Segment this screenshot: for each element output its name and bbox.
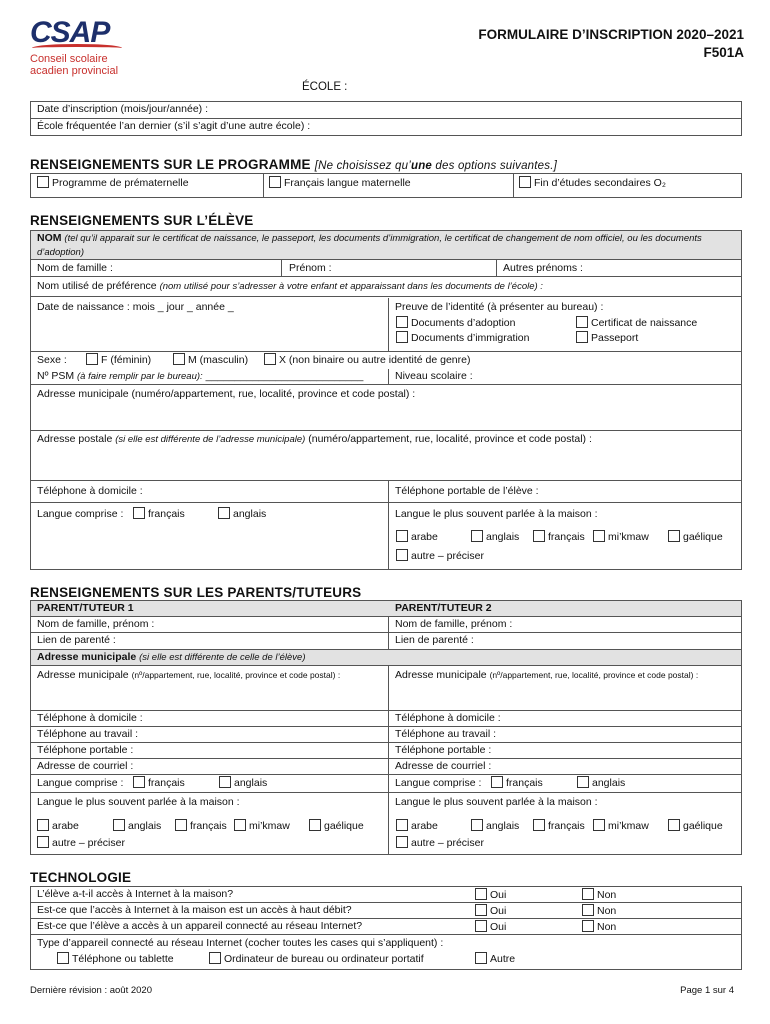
p2-maison-arabe[interactable]: [396, 819, 438, 834]
p2-nom-prenom[interactable]: Nom de famille, prénom :: [395, 618, 513, 630]
tech-q3-row: [31, 919, 741, 935]
p2-tel-portable[interactable]: Téléphone portable :: [395, 744, 492, 756]
parents-heading: RENSEIGNEMENTS SUR LES PARENTS/TUTEURS: [30, 585, 362, 600]
form-code: F501A: [703, 45, 744, 60]
inscription-box: [30, 101, 742, 136]
tech-q2-non[interactable]: [582, 904, 616, 919]
p2-langue-maison-label: Langue le plus souvent parlée à la maison :: [395, 796, 598, 808]
checkbox[interactable]: [396, 819, 408, 831]
checkbox[interactable]: [396, 836, 408, 848]
sexe-f[interactable]: [86, 353, 151, 368]
adresse-label: Adresse municipale: [395, 669, 487, 681]
nom-header: [31, 231, 741, 260]
checkbox[interactable]: [576, 316, 588, 328]
option-prematernelle[interactable]: [37, 176, 189, 191]
programme-heading-text: RENSEIGNEMENTS SUR LE PROGRAMME: [30, 157, 311, 172]
option-label: français: [506, 777, 543, 789]
divider: [281, 260, 282, 276]
divider: [263, 174, 264, 197]
niveau-field[interactable]: Niveau scolaire :: [395, 370, 473, 382]
p1-lien[interactable]: Lien de parenté :: [37, 634, 116, 646]
tel-domicile-field[interactable]: Téléphone à domicile :: [37, 485, 143, 497]
ecole-frequentee-field[interactable]: [31, 119, 741, 135]
appareil-telephone[interactable]: [57, 952, 174, 967]
checkbox[interactable]: [264, 353, 276, 365]
ecole-label: ÉCOLE :: [302, 81, 348, 93]
checkbox[interactable]: [533, 819, 545, 831]
p1-langue-maison-label: Langue le plus souvent parlée à la maison :: [37, 796, 240, 808]
checkbox[interactable]: [582, 904, 594, 916]
page-number: Page 1 sur 4: [680, 985, 734, 996]
checkbox[interactable]: [396, 331, 408, 343]
option-label: Certificat de naissance: [591, 317, 698, 329]
p1-tel-domicile[interactable]: Téléphone à domicile :: [37, 712, 143, 724]
option-fin-etudes[interactable]: [519, 176, 666, 191]
p2-tel-travail[interactable]: Téléphone au travail :: [395, 728, 496, 740]
technologie-box: [30, 886, 742, 970]
checkbox[interactable]: [475, 904, 487, 916]
option-label: Non: [597, 889, 617, 901]
p2-lien[interactable]: Lien de parenté :: [395, 634, 474, 646]
option-label: Oui: [490, 921, 507, 933]
checkbox[interactable]: [173, 353, 185, 365]
sexe-label: Sexe :: [37, 354, 67, 366]
tel-portable-field[interactable]: Téléphone portable de l’élève :: [395, 485, 539, 497]
tech-q1-non[interactable]: [582, 888, 616, 903]
langue-comprise-row: [31, 775, 741, 793]
tech-q1-row: [31, 887, 741, 903]
p1-maison-autre[interactable]: [37, 836, 125, 851]
option-label: gaélique: [683, 820, 723, 832]
checkbox[interactable]: [582, 888, 594, 900]
p1-maison-anglais[interactable]: [113, 819, 161, 834]
courriel-row: [31, 759, 741, 775]
option-label: gaélique: [324, 820, 364, 832]
option-label: anglais: [233, 508, 267, 520]
option-label: Oui: [490, 889, 507, 901]
adresse-head-label: Adresse municipale: [37, 651, 137, 663]
tech-q3-label: Est-ce que l’élève a accès à un appareil connecté au réseau Internet?: [37, 920, 363, 932]
sexe-row: [31, 353, 741, 369]
checkbox[interactable]: [491, 776, 503, 788]
checkbox[interactable]: [668, 819, 680, 831]
p2-tel-domicile[interactable]: Téléphone à domicile :: [395, 712, 501, 724]
logo-sub1: Conseil scolaire: [30, 53, 108, 65]
adresse-label: Adresse municipale: [37, 669, 129, 681]
technologie-heading: TECHNOLOGIE: [30, 870, 132, 885]
psm-row: [31, 369, 741, 385]
checkbox[interactable]: [133, 507, 145, 519]
option-label: arabe: [411, 820, 438, 832]
option-label: autre – préciser: [411, 837, 484, 849]
form-title: FORMULAIRE D’INSCRIPTION 2020–2021: [478, 27, 744, 42]
checkbox[interactable]: [475, 920, 487, 932]
logo-swoosh: [32, 44, 122, 52]
checkbox[interactable]: [396, 549, 408, 561]
eleve-box: [30, 230, 742, 570]
p2-langue-francais[interactable]: [491, 776, 543, 791]
adresse-note: (nº/appartement, rue, localité, province et code postal) :: [131, 670, 341, 680]
option-label: français: [548, 820, 585, 832]
maison-mikmaw[interactable]: [593, 530, 649, 545]
tel-domicile-row: [31, 711, 741, 727]
p2-courriel[interactable]: Adresse de courriel :: [395, 760, 492, 772]
p2-maison-gaelique[interactable]: [668, 819, 723, 834]
parents-header-row: [31, 601, 741, 617]
option-label: gaélique: [683, 531, 723, 543]
tech-q1-oui[interactable]: [475, 888, 506, 903]
date-inscription-field[interactable]: [31, 102, 741, 119]
sexe-x[interactable]: [264, 353, 470, 368]
checkbox[interactable]: [37, 176, 49, 188]
eleve-heading: RENSEIGNEMENTS SUR L’ÉLÈVE: [30, 213, 254, 228]
adresse-postale-field[interactable]: [31, 431, 741, 481]
nom-prenom-row: [31, 617, 741, 633]
programme-note-bold: une: [410, 160, 433, 172]
programme-box: [30, 173, 742, 198]
option-label: mi’kmaw: [608, 820, 649, 832]
p2-maison-autre[interactable]: [396, 836, 484, 851]
p2-langue-comprise-label: Langue comprise :: [395, 777, 482, 789]
option-label: mi’kmaw: [608, 531, 649, 543]
preuve-immigration[interactable]: [396, 331, 529, 346]
parent1-heading: PARENT/TUTEUR 1: [37, 602, 134, 614]
option-label: Fin d’études secondaires O₂: [534, 177, 666, 189]
checkbox[interactable]: [37, 836, 49, 848]
sexe-m[interactable]: [173, 353, 248, 368]
maison-autre[interactable]: [396, 549, 484, 564]
revision-date: Dernière révision : août 2020: [30, 985, 152, 996]
date-naissance-field[interactable]: Date de naissance : mois _ jour _ année _: [37, 301, 234, 313]
option-label: anglais: [234, 777, 268, 789]
tech-q2-label: Est-ce que l’accès à Internet à la maison est un accès à haut débit?: [37, 904, 352, 916]
option-label: Programme de prématernelle: [52, 177, 189, 189]
checkbox[interactable]: [57, 952, 69, 964]
maison-francais[interactable]: [533, 530, 585, 545]
nom-preference-field[interactable]: [31, 279, 741, 297]
checkbox[interactable]: [471, 530, 483, 542]
programme-note-pre: [Ne choisissez qu’: [314, 160, 411, 172]
checkbox[interactable]: [133, 776, 145, 788]
tel-portable-row: [31, 743, 741, 759]
nom-note: (tel qu’il apparait sur le certificat de naissance, le passeport, les documents d’immigration, le certificat de changement de nom officiel, ou les documents d’adoption): [37, 233, 702, 258]
option-label: anglais: [486, 820, 520, 832]
adresse-postale-rest: (numéro/appartement, rue, localité, province et code postal) :: [308, 433, 592, 445]
checkbox[interactable]: [396, 316, 408, 328]
option-label: français: [148, 777, 185, 789]
naissance-row: [31, 298, 741, 352]
option-label: autre – préciser: [52, 837, 125, 849]
option-label: français: [548, 531, 585, 543]
checkbox[interactable]: [175, 819, 187, 831]
nom-label: NOM: [37, 232, 62, 244]
langue-maison-row: [31, 793, 741, 854]
tech-q3-oui[interactable]: [475, 920, 506, 935]
p2-maison-francais[interactable]: [533, 819, 585, 834]
tech-q2-row: [31, 903, 741, 919]
option-label: anglais: [592, 777, 626, 789]
adresse-note: (nº/appartement, rue, localité, province et code postal) :: [489, 670, 699, 680]
option-label: mi’kmaw: [249, 820, 290, 832]
langue-maison-label: Langue le plus souvent parlée à la maison :: [395, 508, 598, 520]
preuve-passeport[interactable]: [576, 331, 638, 346]
preuve-label: Preuve de l’identité (à présenter au bureau) :: [395, 301, 604, 313]
option-label: Téléphone ou tablette: [72, 953, 174, 965]
telephone-row: [31, 481, 741, 503]
option-label: Français langue maternelle: [284, 177, 411, 189]
p1-maison-arabe[interactable]: [37, 819, 79, 834]
checkbox[interactable]: [209, 952, 221, 964]
checkbox[interactable]: [582, 920, 594, 932]
option-label: arabe: [52, 820, 79, 832]
checkbox[interactable]: [519, 176, 531, 188]
p2-langue-anglais[interactable]: [577, 776, 625, 791]
autres-prenoms-field[interactable]: Autres prénoms :: [503, 262, 583, 274]
maison-anglais[interactable]: [471, 530, 519, 545]
adresse-row: [31, 666, 741, 711]
option-label: anglais: [128, 820, 162, 832]
p1-maison-mikmaw[interactable]: [234, 819, 290, 834]
csap-logo: [30, 18, 140, 88]
checkbox[interactable]: [218, 507, 230, 519]
nom-pref-label: Nom utilisé de préférence: [37, 280, 157, 292]
checkbox[interactable]: [475, 888, 487, 900]
option-label: M (masculin): [188, 354, 249, 366]
option-label: anglais: [486, 531, 520, 543]
tech-q2-oui[interactable]: [475, 904, 506, 919]
checkbox[interactable]: [577, 776, 589, 788]
option-label: Non: [597, 921, 617, 933]
langue-francais[interactable]: [133, 507, 185, 522]
logo-sub2: acadien provincial: [30, 65, 119, 77]
checkbox[interactable]: [396, 530, 408, 542]
prenom-field[interactable]: Prénom :: [289, 262, 332, 274]
programme-note-post: des options suivantes.]: [432, 160, 557, 172]
checkbox[interactable]: [593, 530, 605, 542]
maison-gaelique[interactable]: [668, 530, 723, 545]
appareil-autre[interactable]: [475, 952, 515, 967]
option-label: Documents d’adoption: [411, 317, 516, 329]
checkbox[interactable]: [475, 952, 487, 964]
psm-field[interactable]: [31, 369, 369, 385]
tech-q1-label: L’élève a-t-il accès à Internet à la maison?: [37, 888, 234, 900]
checkbox[interactable]: [593, 819, 605, 831]
langue-comprise-label: Langue comprise :: [37, 508, 124, 520]
lien-row: [31, 633, 741, 650]
logo-text: CSAP: [30, 16, 110, 49]
tech-q3-non[interactable]: [582, 920, 616, 935]
programme-heading: [30, 156, 557, 174]
p1-maison-francais[interactable]: [175, 819, 227, 834]
appareil-ordinateur[interactable]: [209, 952, 424, 967]
psm-note: (à faire remplir par le bureau):: [77, 371, 203, 382]
option-label: Autre: [490, 953, 516, 965]
option-label: français: [190, 820, 227, 832]
form-title-block: [478, 26, 744, 62]
p1-maison-gaelique[interactable]: [309, 819, 364, 834]
psm-line: ___________________________: [205, 370, 364, 382]
maison-arabe[interactable]: [396, 530, 438, 545]
option-label: X (non binaire ou autre identité de genre): [279, 354, 471, 366]
checkbox[interactable]: [37, 819, 49, 831]
p1-langue-comprise-label: Langue comprise :: [37, 777, 124, 789]
tel-travail-row: [31, 727, 741, 743]
option-label: Passeport: [591, 332, 639, 344]
nom-famille-field[interactable]: Nom de famille :: [37, 262, 113, 274]
option-label: Non: [597, 905, 617, 917]
adresse-postale-label: Adresse postale: [37, 433, 113, 445]
preuve-adoption[interactable]: [396, 316, 515, 331]
p2-maison-anglais[interactable]: [471, 819, 519, 834]
p1-tel-travail[interactable]: Téléphone au travail :: [37, 728, 138, 740]
programme-note: [315, 160, 557, 172]
option-label: français: [148, 508, 185, 520]
p1-langue-anglais[interactable]: [219, 776, 267, 791]
divider: [513, 174, 514, 197]
checkbox[interactable]: [309, 819, 321, 831]
nom-row: [31, 260, 741, 277]
ecole-frequentee-label: École fréquentée l’an dernier (s’il s’agit d’une autre école) :: [37, 119, 311, 132]
option-label: arabe: [411, 531, 438, 543]
adresse-head-note: (si elle est différente de celle de l’élève): [139, 652, 306, 663]
checkbox[interactable]: [113, 819, 125, 831]
checkbox[interactable]: [86, 353, 98, 365]
checkbox[interactable]: [471, 819, 483, 831]
p1-courriel[interactable]: Adresse de courriel :: [37, 760, 134, 772]
option-label: Ordinateur de bureau ou ordinateur portatif: [224, 953, 424, 965]
date-inscription-label: Date d’inscription (mois/jour/année) :: [37, 103, 208, 115]
nom-pref-note: (nom utilisé pour s’adresser à votre enfant et apparaissant dans les documents de l’école) :: [159, 281, 543, 292]
option-label: Oui: [490, 905, 507, 917]
checkbox[interactable]: [234, 819, 246, 831]
langue-anglais[interactable]: [218, 507, 266, 522]
checkbox[interactable]: [668, 530, 680, 542]
checkbox[interactable]: [576, 331, 588, 343]
adresse-postale-note: (si elle est différente de l’adresse municipale): [115, 434, 306, 445]
checkbox[interactable]: [269, 176, 281, 188]
checkbox[interactable]: [219, 776, 231, 788]
preuve-naissance[interactable]: [576, 316, 697, 331]
psm-label: Nº PSM: [37, 370, 75, 382]
parent2-heading: PARENT/TUTEUR 2: [395, 602, 492, 614]
option-label: Documents d’immigration: [411, 332, 530, 344]
option-label: autre – préciser: [411, 550, 484, 562]
parents-box: [30, 600, 742, 855]
option-francais-maternelle[interactable]: [269, 176, 411, 191]
p1-nom-prenom[interactable]: Nom de famille, prénom :: [37, 618, 155, 630]
option-label: F (féminin): [101, 354, 152, 366]
adresse-header-row: [31, 650, 741, 666]
p1-tel-portable[interactable]: Téléphone portable :: [37, 744, 134, 756]
type-appareil-label: Type d’appareil connecté au réseau Internet (cocher toutes les cases qui s’appliquent) :: [37, 937, 444, 949]
p1-langue-francais[interactable]: [133, 776, 185, 791]
p2-adresse[interactable]: [389, 668, 704, 684]
adresse-municipale-field[interactable]: Adresse municipale (numéro/appartement, rue, localité, province et code postal) :: [31, 386, 741, 431]
checkbox[interactable]: [533, 530, 545, 542]
p1-adresse[interactable]: [31, 668, 346, 684]
p2-maison-mikmaw[interactable]: [593, 819, 649, 834]
langue-row: [31, 503, 741, 570]
